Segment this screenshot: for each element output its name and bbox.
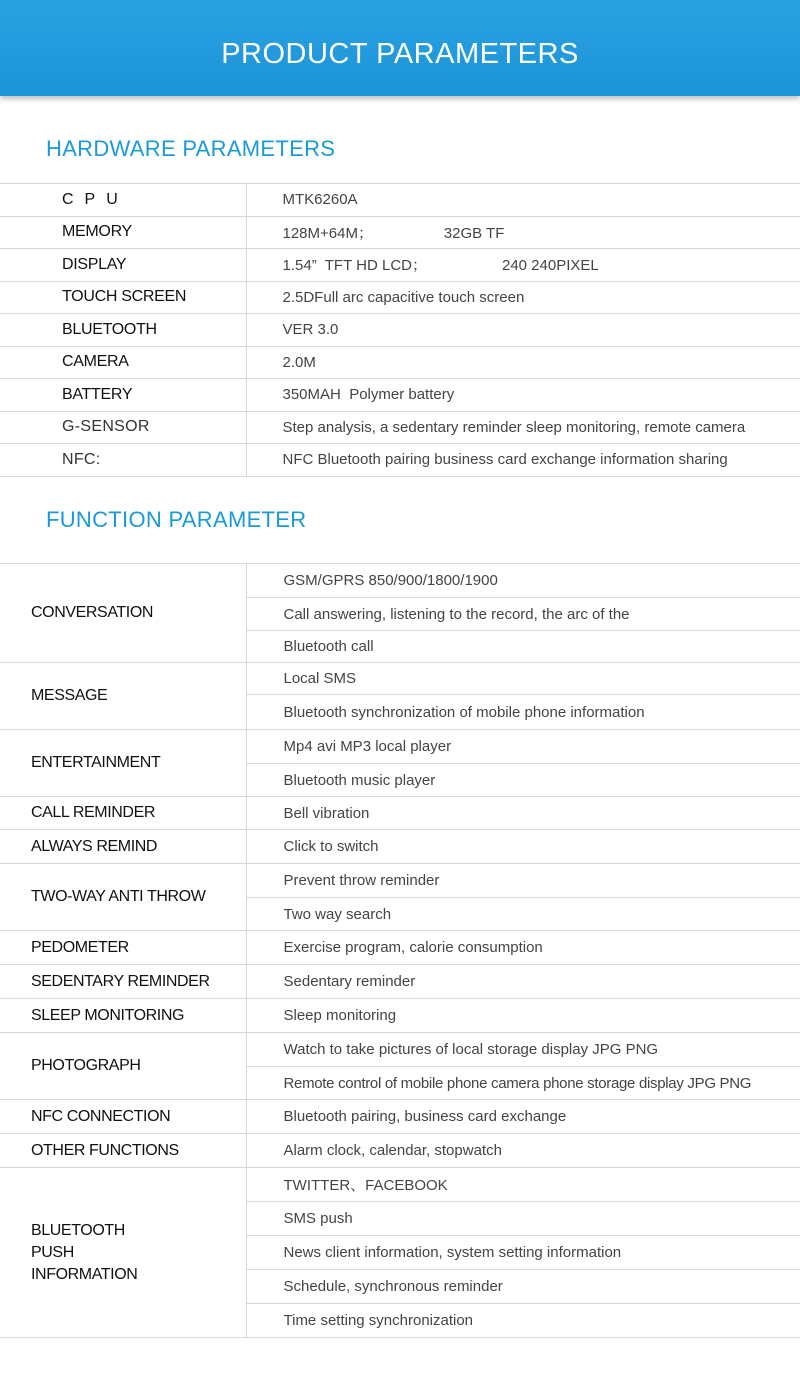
spec-label: TOUCH SCREEN bbox=[0, 281, 246, 314]
table-row bbox=[0, 1134, 800, 1168]
function-value: Schedule, synchronous reminder bbox=[246, 1270, 800, 1304]
function-label: TWO-WAY ANTI THROW bbox=[0, 864, 246, 931]
spec-label: BATTERY bbox=[0, 379, 246, 412]
function-value: Bluetooth synchronization of mobile phone information bbox=[246, 695, 800, 730]
spec-value: NFC Bluetooth pairing business card exchange information sharing bbox=[246, 444, 800, 477]
function-value: Sleep monitoring bbox=[246, 999, 800, 1033]
spec-value: 2.5DFull arc capacitive touch screen bbox=[246, 281, 800, 314]
function-value: Sedentary reminder bbox=[246, 965, 800, 999]
table-row bbox=[0, 931, 800, 965]
function-label: PHOTOGRAPH bbox=[0, 1033, 246, 1100]
spec-value: VER 3.0 bbox=[246, 314, 800, 347]
table-row bbox=[0, 999, 800, 1033]
function-value: Watch to take pictures of local storage display JPG PNG bbox=[246, 1033, 800, 1067]
table-row bbox=[0, 663, 800, 695]
spec-label: G-SENSOR bbox=[0, 411, 246, 444]
function-value: Click to switch bbox=[246, 830, 800, 864]
function-value: News client information, system setting information bbox=[246, 1236, 800, 1270]
table-row bbox=[0, 730, 800, 764]
function-label: CONVERSATION bbox=[0, 564, 246, 663]
spec-value: 1.54” TFT HD LCD； 240 240PIXEL bbox=[246, 249, 800, 282]
function-label: SLEEP MONITORING bbox=[0, 999, 246, 1033]
function-table bbox=[0, 563, 800, 1338]
function-value: Exercise program, calorie consumption bbox=[246, 931, 800, 965]
function-value: Bluetooth call bbox=[246, 631, 800, 663]
table-row bbox=[0, 1100, 800, 1134]
spec-value: MTK6260A bbox=[246, 184, 800, 217]
spec-value: 350MAH Polymer battery bbox=[246, 379, 800, 412]
function-value: Prevent throw reminder bbox=[246, 864, 800, 898]
function-value: Bluetooth pairing, business card exchange bbox=[246, 1100, 800, 1134]
page-title: PRODUCT PARAMETERS bbox=[221, 38, 579, 70]
table-row bbox=[0, 864, 800, 898]
function-value: Call answering, listening to the record, the arc of the bbox=[246, 598, 800, 631]
table-row bbox=[0, 281, 800, 314]
spec-value: 128M+64M； 32GB TF bbox=[246, 216, 800, 249]
spec-label: BLUETOOTH bbox=[0, 314, 246, 347]
table-row bbox=[0, 379, 800, 412]
table-row bbox=[0, 411, 800, 444]
function-value: Bluetooth music player bbox=[246, 764, 800, 797]
function-value: Local SMS bbox=[246, 663, 800, 695]
spec-label: CPU bbox=[0, 184, 246, 217]
function-label: NFC CONNECTION bbox=[0, 1100, 246, 1134]
hardware-table bbox=[0, 183, 800, 477]
function-value: GSM/GPRS 850/900/1800/1900 bbox=[246, 564, 800, 598]
function-value: Remote control of mobile phone camera phone storage display JPG PNG bbox=[246, 1067, 800, 1100]
table-row bbox=[0, 216, 800, 249]
function-label: PEDOMETER bbox=[0, 931, 246, 965]
table-row bbox=[0, 444, 800, 477]
table-row bbox=[0, 184, 800, 217]
function-value: SMS push bbox=[246, 1202, 800, 1236]
function-label: ALWAYS REMIND bbox=[0, 830, 246, 864]
function-section-title: FUNCTION PARAMETER bbox=[46, 507, 307, 532]
spec-label: NFC: bbox=[0, 444, 246, 477]
function-label: BLUETOOTH PUSH INFORMATION bbox=[0, 1168, 246, 1338]
function-label: SEDENTARY REMINDER bbox=[0, 965, 246, 999]
spec-value: 2.0M bbox=[246, 346, 800, 379]
function-label: CALL REMINDER bbox=[0, 797, 246, 830]
function-label: OTHER FUNCTIONS bbox=[0, 1134, 246, 1168]
spec-label: DISPLAY bbox=[0, 249, 246, 282]
function-value: Alarm clock, calendar, stopwatch bbox=[246, 1134, 800, 1168]
hardware-section-title: HARDWARE PARAMETERS bbox=[46, 136, 336, 161]
table-row bbox=[0, 249, 800, 282]
spec-value: Step analysis, a sedentary reminder sleep monitoring, remote camera bbox=[246, 411, 800, 444]
table-row bbox=[0, 314, 800, 347]
table-row bbox=[0, 346, 800, 379]
table-row bbox=[0, 1168, 800, 1202]
function-value: Two way search bbox=[246, 898, 800, 931]
function-label: MESSAGE bbox=[0, 663, 246, 730]
table-row bbox=[0, 564, 800, 598]
function-value: Mp4 avi MP3 local player bbox=[246, 730, 800, 764]
table-row bbox=[0, 830, 800, 864]
function-label: ENTERTAINMENT bbox=[0, 730, 246, 797]
function-value: TWITTER、FACEBOOK bbox=[246, 1168, 800, 1202]
function-value: Time setting synchronization bbox=[246, 1304, 800, 1338]
spec-label: CAMERA bbox=[0, 346, 246, 379]
table-row bbox=[0, 1033, 800, 1067]
table-row bbox=[0, 797, 800, 830]
table-row bbox=[0, 965, 800, 999]
function-value: Bell vibration bbox=[246, 797, 800, 830]
spec-label: MEMORY bbox=[0, 216, 246, 249]
